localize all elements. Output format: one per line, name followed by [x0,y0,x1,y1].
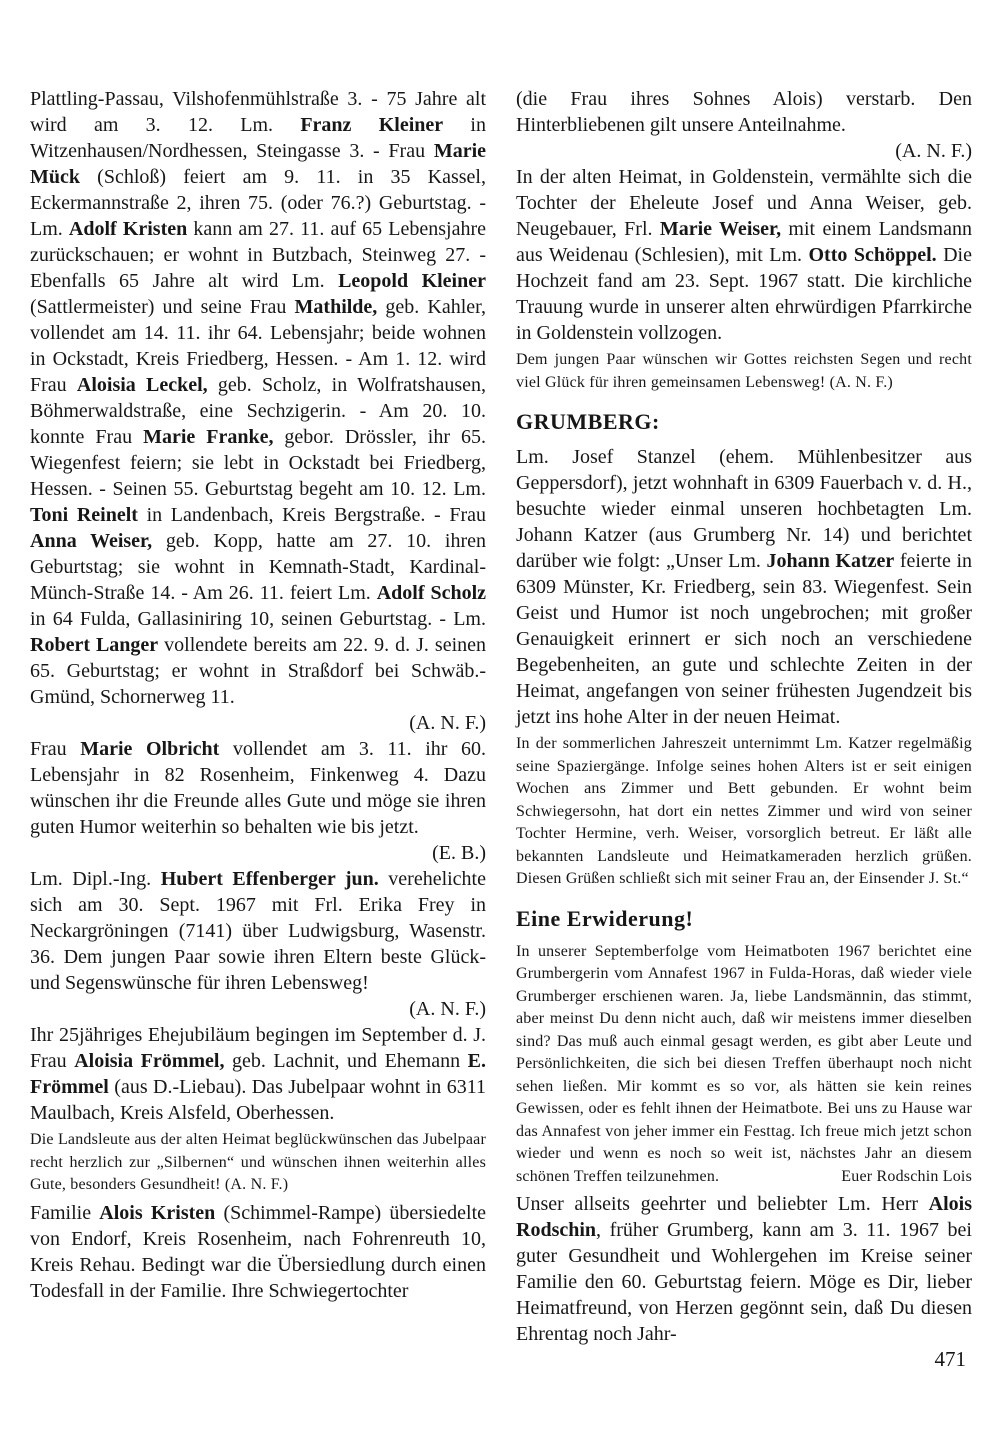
text-run: feierte in 6309 Münster, Kr. Friedberg, sein 83. Wiegenfest. Sein Geist und Humor ist noch ungebrochen; mit großer Genauigkeit erinnert er sich noch an verschiedene Begebenheiten, an gute und schlechte Zeiten in der Heimat, angefangen von seiner frühesten Jugendzeit bis jetzt ins hohe Alter in der neuen Heimat. [516,550,972,728]
small-print-paragraph [30,1129,486,1197]
name-emphasis: Adolf Scholz [376,582,486,604]
name-emphasis: Johann Katzer [766,550,895,572]
section-heading: Eine Erwiderung! [516,905,694,931]
text-columns [30,86,972,1347]
name-emphasis: Marie Weiser, [659,218,782,240]
text-run: verehelichte sich am 30. Sept. 1967 mit Frl. Erika Frey in Neckargröningen (7141) über Ludwigsburg, Wasenstr. 36. Dem jungen Paar sowie ihren Eltern beste Glück- und Segenswünsche für ihren Lebensweg! [30,868,486,994]
text-run: Unser allseits geehrter und beliebter Lm. Herr [516,1193,929,1215]
credit-line: (E. B.) [432,842,486,864]
text-run: (Schimmel-Rampe) übersiedelte von Endorf, Kreis Rosenheim, nach Fohrenreuth 10, Kreis Rehau. Bedingt war die Übersiedlung durch einen Todesfall in der Familie. Ihre Schwiegertochter [30,1201,486,1302]
text-run: Die Hochzeit fand am 23. Sept. 1967 statt. Die kirchliche Trauung wurde in unserer alten ehrwürdigen Pfarrkirche in Goldenstein vollzogen. [516,244,972,344]
text-run: In der alten Heimat, in Goldenstein, vermählte sich die Tochter der Eheleute Josef und Anna Weiser, geb. Neugebauer, Frl. [516,166,972,240]
paragraph [30,1022,486,1126]
right-column [516,86,972,1347]
name-emphasis: E. Frömmel [30,1050,486,1098]
text-run: Frau [30,738,81,760]
text-run: kann am 27. 11. auf 65 Lebensjahre zurückschauen; er wohnt in Butzbach, Steinweg 27. - Ebenfalls 65 Jahre alt wird Lm. [30,218,486,292]
name-emphasis: Aloisia Leckel, [76,374,208,396]
page-number: 471 [934,1347,966,1371]
name-emphasis: Robert Langer [30,634,159,656]
paragraph [30,736,486,840]
name-emphasis: Mathilde, [294,296,378,318]
text-run: Dem jungen Paar wünschen wir Gottes reichsten Segen und recht viel Glück für ihren gemeinsamen Lebensweg! (A. N. F.) [516,351,972,391]
name-emphasis: Marie Franke, [143,426,274,448]
name-emphasis: Leopold Kleiner [338,270,486,292]
text-run: gebor. Drössler, ihr 65. Wiegenfest feiern; sie lebt in Ockstadt bei Friedberg, Hessen. - Seinen 55. Geburtstag begeht am 10. 12. Lm. [30,426,486,500]
text-run: geb. Scholz, in Wolfratshausen, Böhmerwaldstraße, eine Sechzigerin. - Am 20. 10. konnte Frau [30,374,486,448]
text-run: mit einem Landsmann aus Weidenau (Schlesien), mit Lm. [516,218,972,266]
credit-line: (A. N. F.) [895,140,972,162]
name-emphasis: Adolf Kristen [68,218,188,240]
text-run: Familie [30,1201,100,1224]
paragraph [30,86,486,710]
text-run: (die Frau ihres Sohnes Alois) verstarb. Den Hinterbliebenen gilt unsere Anteilnahme. [516,88,972,136]
name-emphasis: Franz Kleiner [300,114,444,136]
section-heading: GRUMBERG: [516,409,660,434]
text-run: vollendet am 3. 11. ihr 60. Lebensjahr in 82 Rosenheim, Finkenweg 4. Dazu wünschen ihr die Freunde alles Gute und möge sie ihren guten Humor weiterhin so behalten wie bis jetzt. [30,738,486,838]
paragraph [516,164,972,346]
text-run: (Schloß) feiert am 9. 11. in 35 Kassel, Eckermannstraße 2, ihren 75. (oder 76.?) Geburtstag. - Lm. [30,166,486,240]
text-run: in Witzenhausen/Nordhessen, Steingasse 3. - Frau [30,114,486,162]
name-emphasis: Otto Schöppel. [808,244,937,266]
text-run: , früher Grumberg, kann am 3. 11. 1967 bei guter Gesundheit und Wohlergehen im Kreise seiner Familie den 60. Geburtstag feiern. Möge es Dir, lieber Heimatfreund, von Herzen gegönnt sein, daß Du diesen Ehrentag noch Jahr- [516,1219,972,1345]
paragraph [516,86,972,138]
text-run: geb. Lachnit, und Ehemann [224,1050,468,1072]
name-emphasis: Marie Mück [30,140,486,188]
paragraph [516,444,972,730]
small-print-paragraph [516,941,972,1189]
name-emphasis: Alois Kristen [99,1201,216,1224]
name-emphasis: Aloisia Frömmel, [74,1050,225,1072]
paragraph [30,866,486,996]
text-run: vollendete bereits am 22. 9. d. J. seinen 65. Geburtstag; er wohnt in Straßdorf bei Schwäb.-Gmünd, Schornerweg 11. [30,634,486,708]
text-run: Lm. Dipl.-Ing. [30,868,161,890]
text-run: in 64 Fulda, Gallasiniring 10, seinen Geburtstag. - Lm. [30,608,486,630]
text-run: geb. Kahler, vollendet am 14. 11. ihr 64. Lebensjahr; beide wohnen in Ockstadt, Kreis Friedberg, Hessen. - Am 1. 12. wird Frau [30,296,486,396]
text-run: In der sommerlichen Jahreszeit unternimmt Lm. Katzer regelmäßig seine Spaziergänge. Infolge seines hohen Alters ist er seit einigen Wochen ans Zimmer und Bett gebunden. Er wohnt beim Schwiegersohn, hat dort ein nettes Zimmer und wird von seiner Tochter Hermine, verh. Weiser, vorsorglich betreut. Er läßt alle bekannten Landsleute und Heimatkameraden herzlich grüßen. Diesen Grüßen schließt sich mit seiner Frau an, der Einsender J. St.“ [516,735,972,887]
text-run: (aus D.-Liebau). Das Jubelpaar wohnt in 6311 Maulbach, Kreis Alsfeld, Oberhessen. [30,1076,486,1124]
name-emphasis: Alois Rodschin [516,1193,972,1241]
text-run: Lm. Josef Stanzel (ehem. Mühlenbesitzer aus Geppersdorf), jetzt wohnhaft in 6309 Fauerbach v. d. H., besuchte wieder einmal unseren hochbetagten Lm. Johann Katzer (aus Grumberg Nr. 14) und berichtet darüber wie folgt: „Unser Lm. [516,446,972,572]
text-run: in Landenbach, Kreis Bergstraße. - Frau [137,504,486,526]
text-run: geb. Kopp, hatte am 27. 10. ihren Geburtstag; sie wohnt in Kemnath-Stadt, Kardinal-Münch-Straße 14. - Am 26. 11. feiert Lm. [30,530,487,604]
paragraph [516,1191,972,1347]
name-emphasis: Toni Reinelt [30,504,138,526]
credit-line: (A. N. F.) [409,712,486,734]
name-emphasis: Hubert Effenberger jun. [160,868,379,890]
small-print-paragraph [516,733,972,891]
name-emphasis: Marie Olbricht [80,738,220,760]
name-emphasis: Anna Weiser, [30,530,153,552]
signature: Euer Rodschin Lois [841,1167,972,1185]
left-column [30,86,486,1347]
text-run: Plattling-Passau, Vilshofenmühlstraße 3. - 75 Jahre alt wird am 3. 12. Lm. [30,88,486,136]
text-run: In unserer Septemberfolge vom Heimatboten 1967 berichtet eine Grumbergerin vom Annafest 1967 in Fulda-Horas, daß wieder viele Grumberger erschienen waren. Ja, liebe Landsmännin, das stimmt, aber meinst Du denn nicht auch, daß wir meistens immer dieselben sind? Das muß auch einmal gesagt werden, es gibt aber Leute und Persönlichkeiten, die sich bei diesen Treffen überhaupt noch nicht sehen ließen. Mir kommt es so vor, als hätten sie kein reines Gewissen, oder es fehlt ihnen der Heimatbote. Bei uns zu Hause war das Annafest von jeher immer ein Festtag. Ich freue mich jetzt schon wieder und wenn es noch so weit ist, nächstes Jahr an diesem schönen Treffen teilzunehmen. [516,942,972,1185]
small-print-paragraph [516,349,972,394]
text-run: (Sattlermeister) und seine Frau [30,296,295,318]
paragraph [30,1200,486,1304]
text-run: Ihr 25jähriges Ehejubiläum begingen im September d. J. Frau [30,1024,486,1072]
credit-line: (A. N. F.) [409,998,486,1020]
text-run: Die Landsleute aus der alten Heimat beglückwünschen das Jubelpaar recht herzlich zur „Silbernen“ und wünschen ihnen weiterhin alles Gute, besonders Gesundheit! (A. N. F.) [30,1131,486,1193]
